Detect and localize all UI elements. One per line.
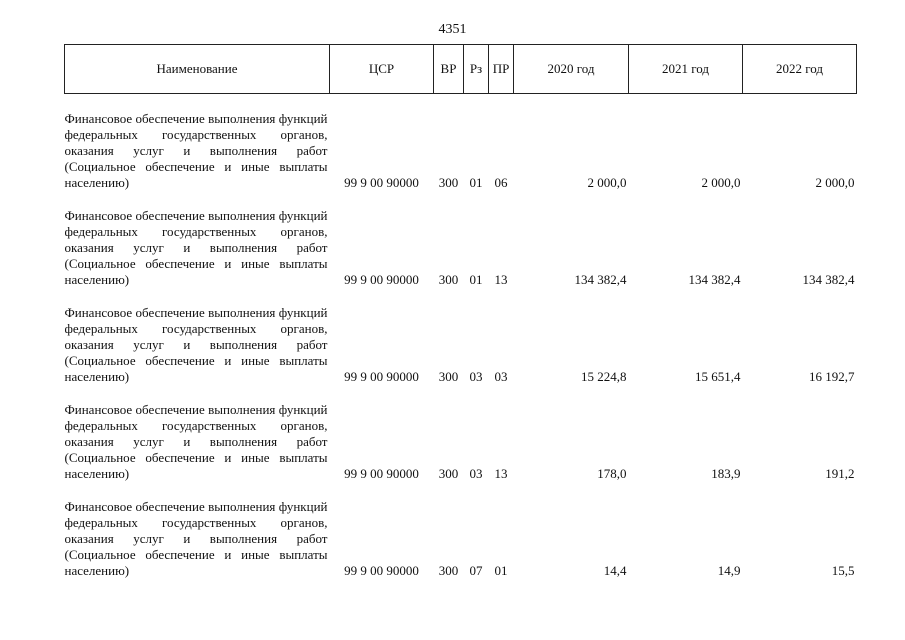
row-2022: 191,2 <box>825 466 855 481</box>
budget-table <box>64 44 857 579</box>
row-2022: 15,5 <box>831 563 855 578</box>
header-2020: 2020 год <box>514 45 629 94</box>
page-number: 4351 <box>438 22 467 37</box>
row-2020: 2 000,0 <box>587 175 627 190</box>
row-name: Финансовое обеспечение выполнения функций федеральных государственных органов, оказания услуг и выполнения работ (Социальное обеспечение и иные выплаты населению) <box>64 305 328 384</box>
row-2021: 134 382,4 <box>688 272 741 287</box>
header-name: Наименование <box>65 45 330 94</box>
row-name: Финансовое обеспечение выполнения функций федеральных государственных органов, оказания услуг и выполнения работ (Социальное обеспечение и иные выплаты населению) <box>64 111 328 190</box>
row-pr: 01 <box>494 563 508 578</box>
row-pr: 13 <box>494 466 508 481</box>
row-csr: 99 9 00 90000 <box>344 563 419 578</box>
row-rz: 07 <box>469 563 483 578</box>
row-rz: 03 <box>469 369 483 384</box>
table-body <box>65 94 857 580</box>
header-rz: Рз <box>464 45 489 94</box>
row-rz: 01 <box>469 175 483 190</box>
row-2021: 2 000,0 <box>701 175 741 190</box>
row-2021: 183,9 <box>711 466 741 481</box>
row-vr: 300 <box>438 466 459 481</box>
header-csr: ЦСР <box>330 45 434 94</box>
table-row <box>65 199 857 288</box>
row-name: Финансовое обеспечение выполнения функций федеральных государственных органов, оказания услуг и выполнения работ (Социальное обеспечение и иные выплаты населению) <box>64 499 328 578</box>
row-2021: 14,9 <box>717 563 741 578</box>
row-2020: 14,4 <box>603 563 627 578</box>
row-csr: 99 9 00 90000 <box>344 175 419 190</box>
row-2020: 178,0 <box>597 466 627 481</box>
row-pr: 13 <box>494 272 508 287</box>
header-vr: ВР <box>434 45 464 94</box>
row-2020: 134 382,4 <box>574 272 627 287</box>
table-row <box>65 102 857 191</box>
header-pr: ПР <box>489 45 514 94</box>
row-pr: 03 <box>494 369 508 384</box>
row-vr: 300 <box>438 175 459 190</box>
row-vr: 300 <box>438 563 459 578</box>
table-row <box>65 490 857 579</box>
header-2021: 2021 год <box>629 45 743 94</box>
row-2022: 134 382,4 <box>802 272 855 287</box>
row-name: Финансовое обеспечение выполнения функций федеральных государственных органов, оказания услуг и выполнения работ (Социальное обеспечение и иные выплаты населению) <box>64 402 328 481</box>
row-vr: 300 <box>438 369 459 384</box>
table-row <box>65 393 857 482</box>
header-2022: 2022 год <box>743 45 857 94</box>
row-name: Финансовое обеспечение выполнения функций федеральных государственных органов, оказания услуг и выполнения работ (Социальное обеспечение и иные выплаты населению) <box>64 208 328 287</box>
table-header <box>65 45 857 94</box>
row-vr: 300 <box>438 272 459 287</box>
table-row <box>65 296 857 385</box>
row-csr: 99 9 00 90000 <box>344 466 419 481</box>
row-2022: 16 192,7 <box>809 369 855 384</box>
row-pr: 06 <box>494 175 508 190</box>
row-2021: 15 651,4 <box>695 369 741 384</box>
row-csr: 99 9 00 90000 <box>344 369 419 384</box>
row-2022: 2 000,0 <box>815 175 855 190</box>
row-csr: 99 9 00 90000 <box>344 272 419 287</box>
row-2020: 15 224,8 <box>581 369 627 384</box>
row-rz: 01 <box>469 272 483 287</box>
row-rz: 03 <box>469 466 483 481</box>
